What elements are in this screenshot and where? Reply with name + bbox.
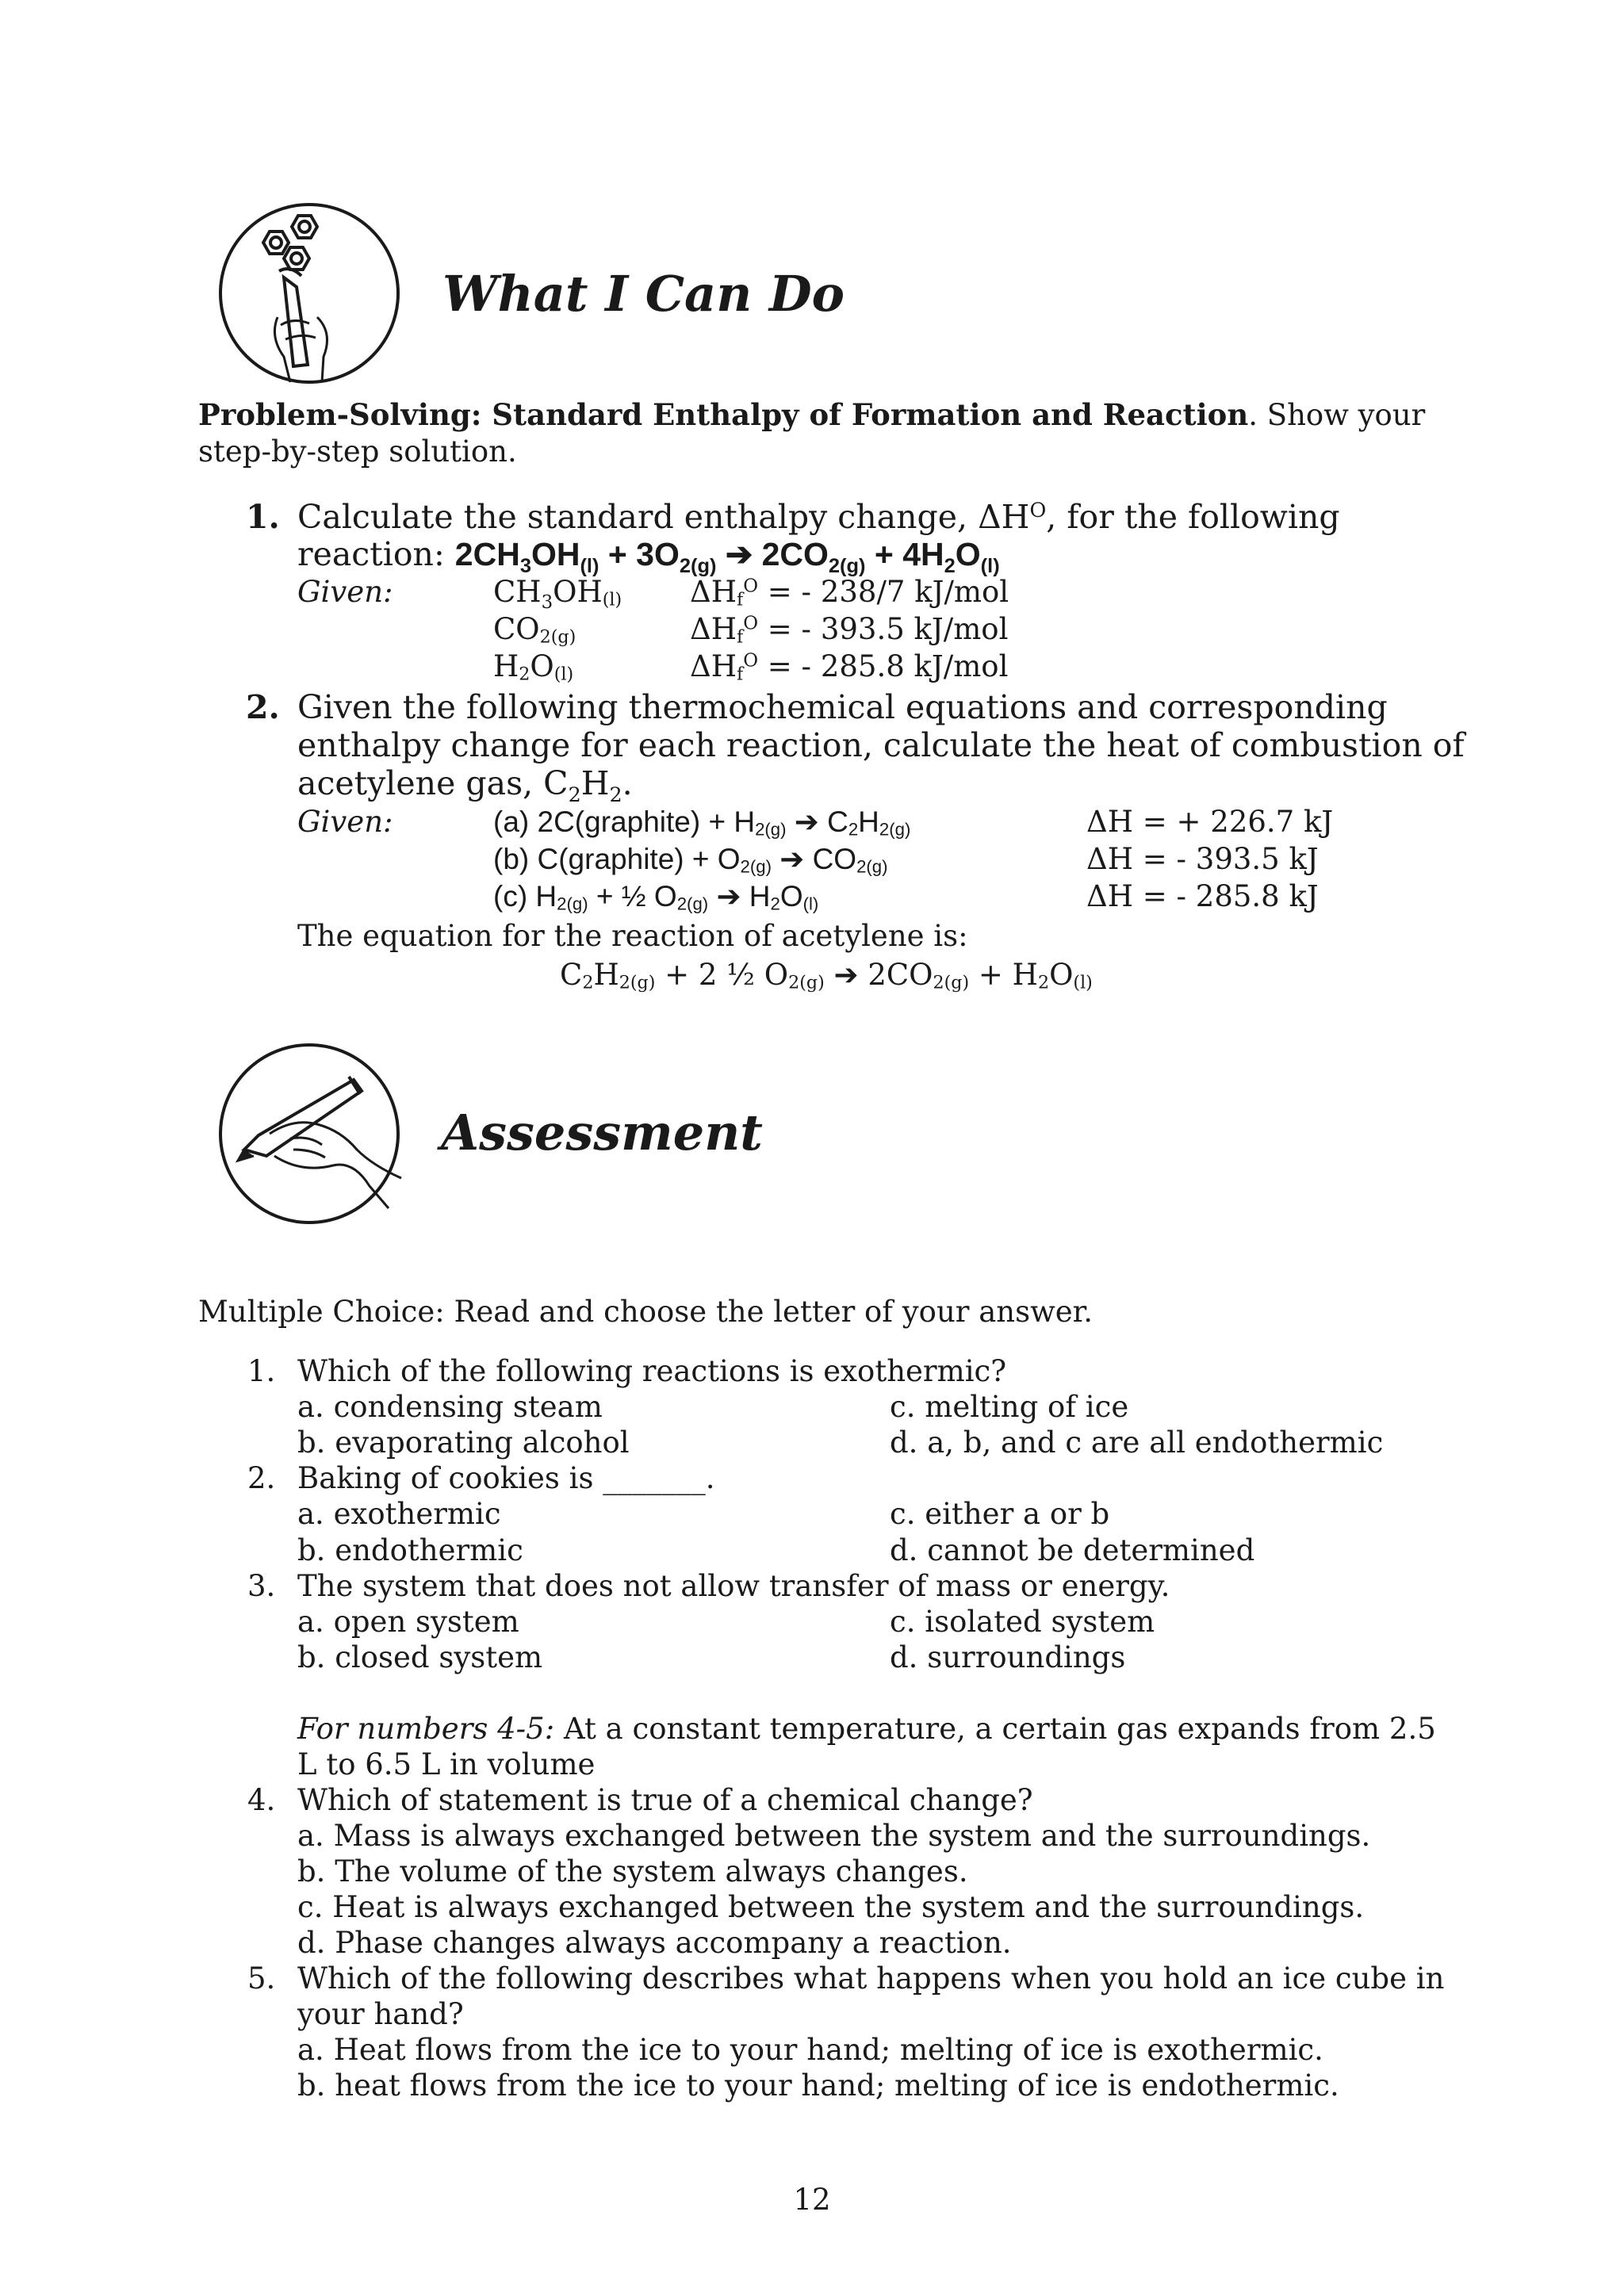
intro-rest: . Show your	[1248, 398, 1426, 432]
p2-given-label: Given:	[297, 805, 393, 839]
q1-text: Which of the following reactions is exothermic?	[297, 1354, 1007, 1388]
q3-number: 3.	[247, 1569, 276, 1603]
q2-number: 2.	[247, 1461, 276, 1495]
problem-2-number: 2.	[246, 688, 280, 726]
q4-text: Which of statement is true of a chemical change?	[297, 1783, 1033, 1817]
q5-text-2: your hand?	[297, 1997, 464, 2031]
q3-option-b[interactable]: b. closed system	[297, 1640, 543, 1674]
p2-dh-a: ΔH = + 226.7 kJ	[1086, 805, 1334, 839]
q5-number: 5.	[247, 1961, 276, 1996]
p1-given-value-3: ΔHf$^O$ = - 285.8 kJ/mol	[690, 649, 1009, 685]
p1-sup: O	[1029, 498, 1047, 522]
q2-option-d[interactable]: d. cannot be determined	[890, 1533, 1255, 1567]
problem-2-line-2: enthalpy change for each reaction, calculate the heat of combustion of	[297, 726, 1465, 764]
p1-given-compound-2: CO2(g)	[493, 612, 576, 648]
p1-given-compound-1: $CH_3OH(l)$	[493, 575, 622, 614]
q3-option-d[interactable]: d. surroundings	[890, 1640, 1126, 1674]
p2-footer: The equation for the reaction of acetylene is:	[297, 919, 968, 953]
p2-dh-b: ΔH = - 393.5 kJ	[1086, 842, 1319, 876]
q3-text: The system that does not allow transfer of mass or energy.	[297, 1569, 1170, 1603]
p1-reaction-prefix: reaction:	[297, 535, 455, 573]
hand-pencil-icon	[214, 1039, 404, 1229]
note-italic: For numbers 4-5:	[297, 1712, 555, 1746]
q2-text: Baking of cookies is _______.	[297, 1461, 715, 1495]
q4-option-c[interactable]: c. Heat is always exchanged between the system and the surroundings.	[297, 1890, 1365, 1924]
q5-text: Which of the following describes what happens when you hold an ice cube in	[297, 1961, 1445, 1996]
q1-number: 1.	[247, 1354, 276, 1388]
wrench-nuts-icon	[214, 198, 404, 388]
q1-option-a[interactable]: a. condensing steam	[297, 1390, 603, 1424]
note-line-2: L to 6.5 L in volume	[297, 1747, 596, 1781]
q3-option-a[interactable]: a. open system	[297, 1605, 519, 1639]
q2-option-a[interactable]: a. exothermic	[297, 1497, 501, 1531]
p2-equation-c: (c) H2(g) + ½ O2(g) ➔ H2O(l)	[493, 880, 819, 914]
p1-val-1: = - 238/7 kJ/mol	[767, 575, 1009, 609]
problem-2-line-1: Given the following thermochemical equations and corresponding	[297, 688, 1388, 726]
q5-option-b[interactable]: b. heat flows from the ice to your hand; melting of ice is endothermic.	[297, 2068, 1339, 2103]
q1-option-d[interactable]: d. a, b, and c are all endothermic	[890, 1425, 1384, 1460]
eq-a-label: (a)	[493, 806, 530, 838]
q4-number: 4.	[247, 1783, 276, 1817]
p1-reaction-equation: $2CH_3OH_{(l)} + 3O_{2(g)}$ ➔ $2CO_{2(g)} + 4H_2O_{(l)}$	[454, 536, 1000, 577]
p1-l1: Calculate the standard enthalpy change, ΔH	[297, 498, 1030, 536]
problem-1-line-1	[297, 498, 1340, 536]
p2-equation-a: (a) 2C(graphite) + H2(g) ➔ C2H2(g)	[493, 806, 911, 840]
intro-line-2: step-by-step solution.	[198, 434, 517, 469]
p1-l1-end: , for the following	[1046, 498, 1340, 536]
p2-equation-b: (b) C(graphite) + O2(g) ➔ CO2(g)	[493, 843, 888, 877]
p1-given-value-2: ΔHf$^O$ = - 393.5 kJ/mol	[690, 612, 1009, 648]
instructions: Multiple Choice: Read and choose the letter of your answer.	[198, 1295, 1094, 1329]
q2-option-b[interactable]: b. endothermic	[297, 1533, 523, 1567]
note-line-1	[297, 1711, 1436, 1747]
problem-1-number: 1.	[246, 498, 280, 536]
q1-option-b[interactable]: b. evaporating alcohol	[297, 1425, 630, 1460]
page-number: 12	[793, 2183, 831, 2217]
q4-option-b[interactable]: b. The volume of the system always changes.	[297, 1854, 968, 1888]
problem-2-line-3: acetylene gas, $C_2H_2$.	[297, 764, 633, 806]
intro-bold: Problem-Solving: Standard Enthalpy of Formation and Reaction	[198, 397, 1249, 432]
p1-val-2: = - 393.5 kJ/mol	[767, 612, 1009, 646]
p2-dh-c: ΔH = - 285.8 kJ	[1086, 879, 1319, 913]
note-rest: At a constant temperature, a certain gas expands from 2.5	[554, 1712, 1436, 1746]
p1-given-compound-3: H2O(l)	[493, 649, 574, 685]
acetylene-equation: C2H2(g) + 2 ½ O2(g) ➔ 2CO2(g) + H2O(l)	[560, 958, 1093, 993]
section-title: Assessment	[441, 1104, 763, 1161]
q4-option-a[interactable]: a. Mass is always exchanged between the system and the surroundings.	[297, 1819, 1371, 1853]
q1-option-c[interactable]: c. melting of ice	[890, 1390, 1129, 1424]
eq-b-label: (b)	[493, 843, 530, 875]
q4-option-d[interactable]: d. Phase changes always accompany a reaction.	[297, 1926, 1012, 1960]
p1-given-value-1: ΔHf$^O$ = - 238/7 kJ/mol	[690, 575, 1009, 610]
p1-given-label: Given:	[297, 575, 393, 609]
q3-option-c[interactable]: c. isolated system	[890, 1605, 1155, 1639]
problem-1-line-2	[297, 535, 1000, 577]
q5-option-a[interactable]: a. Heat flows from the ice to your hand; melting of ice is exothermic.	[297, 2033, 1323, 2067]
section-title: What I Can Do	[442, 265, 845, 323]
intro-text	[198, 396, 1425, 434]
p1-val-3: = - 285.8 kJ/mol	[767, 649, 1009, 683]
eq-c-label: (c)	[493, 880, 528, 913]
q2-option-c[interactable]: c. either a or b	[890, 1497, 1110, 1531]
